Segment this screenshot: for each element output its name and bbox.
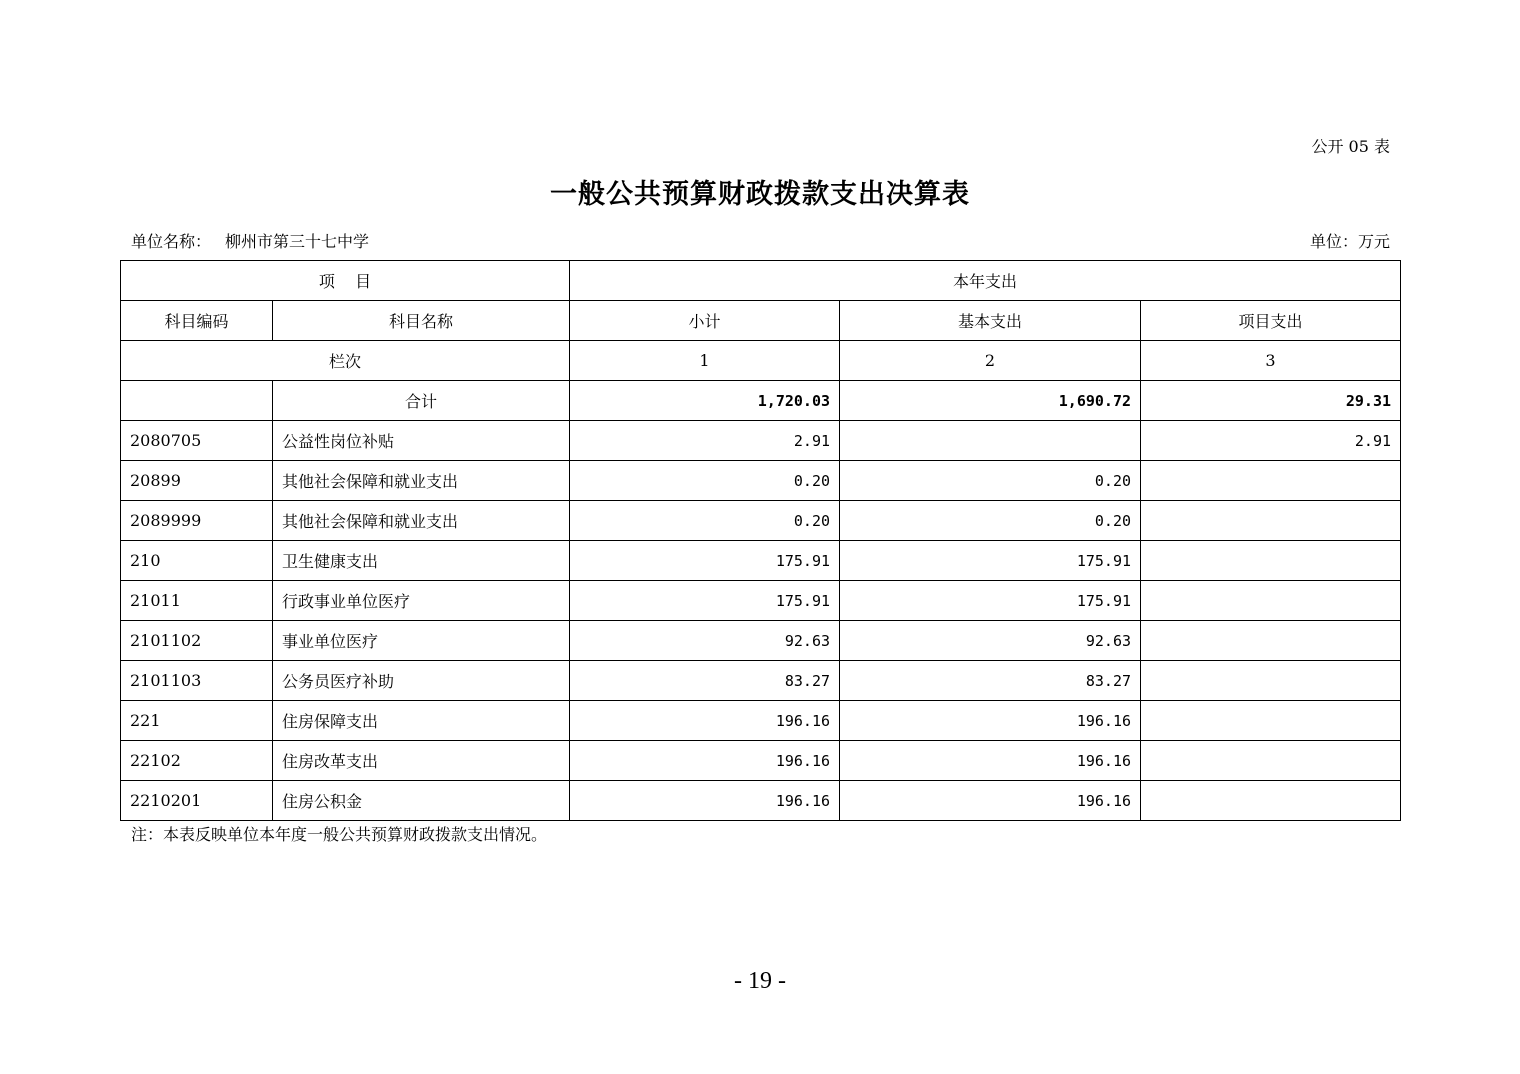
row-subtotal: 0.20	[570, 461, 840, 501]
row-basic: 196.16	[840, 701, 1141, 741]
row-code: 2101103	[121, 661, 273, 701]
row-code: 210	[121, 541, 273, 581]
row-code: 21011	[121, 581, 273, 621]
table-row	[121, 581, 1401, 621]
row-name: 行政事业单位医疗	[273, 581, 570, 621]
header-project: 项 目	[121, 261, 570, 301]
table-row	[121, 421, 1401, 461]
row-project: 2.91	[1141, 421, 1401, 461]
total-project: 29.31	[1141, 381, 1401, 421]
table-row	[121, 781, 1401, 821]
column-index-label: 栏次	[121, 341, 570, 381]
row-name: 住房公积金	[273, 781, 570, 821]
row-name: 公益性岗位补贴	[273, 421, 570, 461]
row-project	[1141, 701, 1401, 741]
header-row-1	[121, 261, 1401, 301]
total-basic: 1,690.72	[840, 381, 1141, 421]
header-name: 科目名称	[273, 301, 570, 341]
row-basic: 175.91	[840, 581, 1141, 621]
row-project	[1141, 661, 1401, 701]
column-index-2: 2	[840, 341, 1141, 381]
header-code: 科目编码	[121, 301, 273, 341]
document-title: 一般公共预算财政拨款支出决算表	[550, 179, 970, 210]
row-basic: 0.20	[840, 461, 1141, 501]
row-project	[1141, 461, 1401, 501]
total-code	[121, 381, 273, 421]
page-number: - 19 -	[734, 968, 786, 994]
row-basic	[840, 421, 1141, 461]
row-basic: 175.91	[840, 541, 1141, 581]
row-basic: 0.20	[840, 501, 1141, 541]
unit-info-row	[131, 229, 1390, 252]
row-name: 事业单位医疗	[273, 621, 570, 661]
row-project	[1141, 501, 1401, 541]
header-row-2	[121, 301, 1401, 341]
table-row	[121, 501, 1401, 541]
row-subtotal: 92.63	[570, 621, 840, 661]
row-subtotal: 196.16	[570, 701, 840, 741]
row-code: 2080705	[121, 421, 273, 461]
row-name: 住房改革支出	[273, 741, 570, 781]
row-code: 20899	[121, 461, 273, 501]
table-row	[121, 621, 1401, 661]
row-subtotal: 175.91	[570, 541, 840, 581]
row-code: 2210201	[121, 781, 273, 821]
total-row	[121, 381, 1401, 421]
row-name: 公务员医疗补助	[273, 661, 570, 701]
row-code: 2101102	[121, 621, 273, 661]
row-basic: 196.16	[840, 741, 1141, 781]
row-subtotal: 2.91	[570, 421, 840, 461]
row-name: 卫生健康支出	[273, 541, 570, 581]
form-number: 公开 05 表	[1311, 137, 1390, 156]
row-code: 221	[121, 701, 273, 741]
total-label: 合计	[273, 381, 570, 421]
row-name: 住房保障支出	[273, 701, 570, 741]
row-project	[1141, 741, 1401, 781]
row-project	[1141, 621, 1401, 661]
row-subtotal: 83.27	[570, 661, 840, 701]
row-subtotal: 175.91	[570, 581, 840, 621]
row-project	[1141, 541, 1401, 581]
row-code: 22102	[121, 741, 273, 781]
unit-name-group	[131, 229, 369, 252]
table-row	[121, 701, 1401, 741]
header-project-exp: 项目支出	[1141, 301, 1401, 341]
row-subtotal: 196.16	[570, 741, 840, 781]
table-row	[121, 741, 1401, 781]
expenditure-table	[120, 260, 1401, 821]
row-project	[1141, 781, 1401, 821]
column-index-3: 3	[1141, 341, 1401, 381]
total-subtotal: 1,720.03	[570, 381, 840, 421]
table-row	[121, 661, 1401, 701]
unit-name: 柳州市第三十七中学	[225, 232, 370, 251]
row-name: 其他社会保障和就业支出	[273, 461, 570, 501]
table-note: 注：本表反映单位本年度一般公共预算财政拨款支出情况。	[131, 825, 548, 844]
row-code: 2089999	[121, 501, 273, 541]
table-row	[121, 541, 1401, 581]
column-index-1: 1	[570, 341, 840, 381]
row-name: 其他社会保障和就业支出	[273, 501, 570, 541]
header-subtotal: 小计	[570, 301, 840, 341]
row-subtotal: 196.16	[570, 781, 840, 821]
row-basic: 92.63	[840, 621, 1141, 661]
table-row	[121, 461, 1401, 501]
unit-name-label: 单位名称：	[131, 232, 212, 251]
header-basic: 基本支出	[840, 301, 1141, 341]
row-project	[1141, 581, 1401, 621]
currency-unit: 单位：万元	[1309, 232, 1390, 251]
row-basic: 196.16	[840, 781, 1141, 821]
row-basic: 83.27	[840, 661, 1141, 701]
row-subtotal: 0.20	[570, 501, 840, 541]
header-this-year: 本年支出	[570, 261, 1401, 301]
column-index-row	[121, 341, 1401, 381]
